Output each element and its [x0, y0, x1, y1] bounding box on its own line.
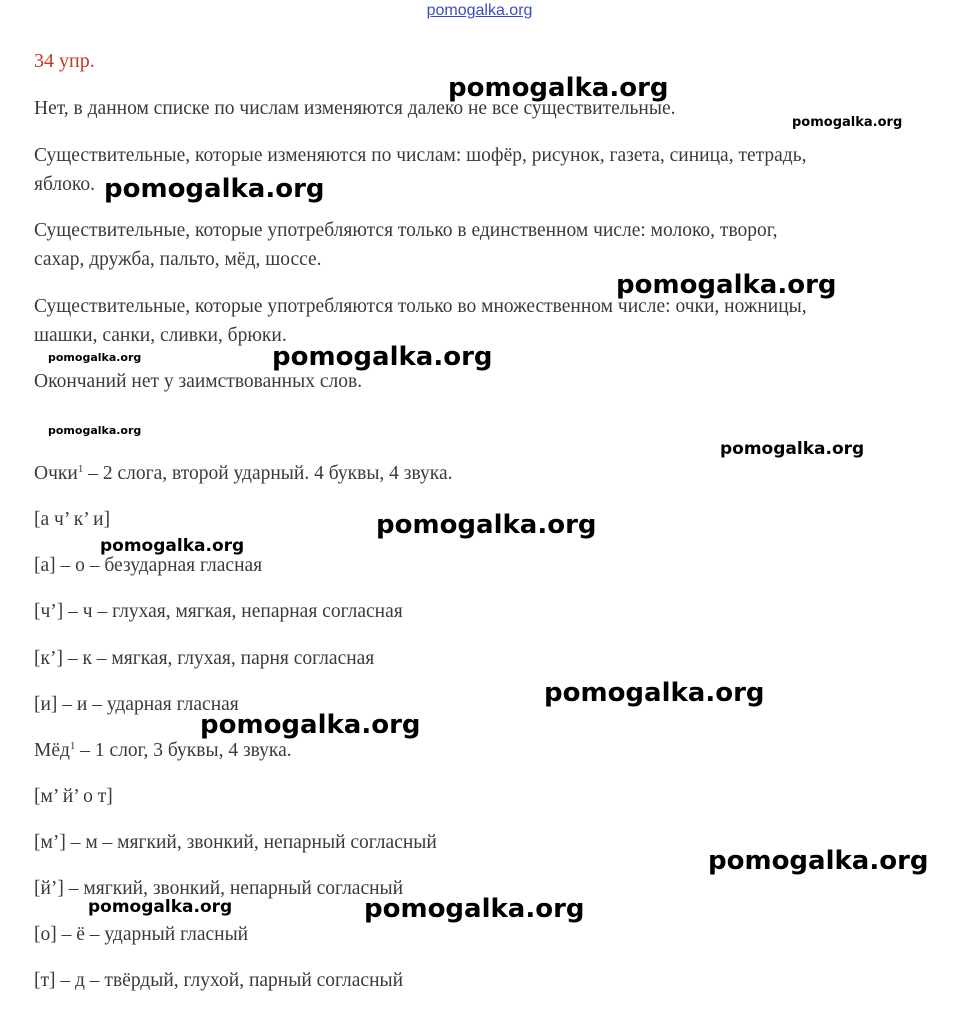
watermark: pomogalka.org	[364, 894, 585, 924]
word2-sound-2: [й’] – мягкий, звонкий, непарный согласный	[34, 878, 404, 899]
watermark: pomogalka.org	[448, 73, 669, 103]
watermark: pomogalka.org	[48, 351, 142, 364]
word1-word: Очки	[34, 463, 78, 484]
watermark: pomogalka.org	[544, 678, 765, 708]
watermark: pomogalka.org	[100, 536, 245, 556]
paragraph-no-endings: Окончаний нет у заимствованных слов.	[34, 371, 363, 392]
word1-heading	[34, 459, 453, 488]
top-site-link[interactable]: pomogalka.org	[426, 2, 533, 19]
word2-sound-1: [м’] – м – мягкий, звонкий, непарный согласный	[34, 832, 437, 853]
watermark: pomogalka.org	[88, 897, 233, 917]
word1-mark: 1	[77, 463, 84, 475]
word1-sound-2: [ч’] – ч – глухая, мягкая, непарная согласная	[34, 601, 403, 622]
word2-sound-4: [т] – д – твёрдый, глухой, парный согласный	[34, 970, 404, 991]
watermark: pomogalka.org	[616, 270, 837, 300]
paragraph-answer: Нет, в данном списке по числам изменяются далеко не все существительные.	[34, 98, 676, 119]
paragraph-plural-line2: шашки, санки, сливки, брюки.	[34, 325, 287, 346]
word1-sound-3: [к’] – к – мягкая, глухая, парня согласная	[34, 648, 375, 669]
word1-transcription: [а ч’ к’ и]	[34, 509, 111, 530]
word2-word: Мёд	[34, 740, 70, 761]
paragraph-singular-line2: сахар, дружба, пальто, мёд, шоссе.	[34, 249, 322, 270]
word2-mark: 1	[69, 740, 76, 752]
word2-transcription: [м’ й’ о т]	[34, 786, 113, 807]
watermark: pomogalka.org	[708, 846, 929, 876]
word2-summary: – 1 слог, 3 буквы, 4 звука.	[75, 740, 292, 761]
watermark: pomogalka.org	[720, 439, 865, 459]
exercise-title: 34 упр.	[34, 50, 95, 72]
paragraph-changing-line2: яблоко.	[34, 174, 95, 195]
word1-sound-4: [и] – и – ударная гласная	[34, 694, 239, 715]
word1-sound-1: [а] – о – безударная гласная	[34, 555, 263, 576]
paragraph-singular-line1: Существительные, которые употребляются только в единственном числе: молоко, творог,	[34, 220, 778, 241]
paragraph-plural-line1: Существительные, которые употребляются только во множественном числе: очки, ножницы,	[34, 296, 807, 317]
word2-sound-3: [о] – ё – ударный гласный	[34, 924, 249, 945]
watermark: pomogalka.org	[200, 710, 421, 740]
watermark: pomogalka.org	[48, 424, 142, 437]
paragraph-changing-line1: Существительные, которые изменяются по числам: шофёр, рисунок, газета, синица, тетрадь,	[34, 145, 807, 166]
watermark: pomogalka.org	[272, 342, 493, 372]
word1-summary: – 2 слога, второй ударный. 4 буквы, 4 звука.	[83, 463, 453, 484]
word2-heading	[34, 736, 292, 765]
watermark: pomogalka.org	[376, 510, 597, 540]
watermark: pomogalka.org	[792, 115, 903, 130]
watermark: pomogalka.org	[104, 174, 325, 204]
